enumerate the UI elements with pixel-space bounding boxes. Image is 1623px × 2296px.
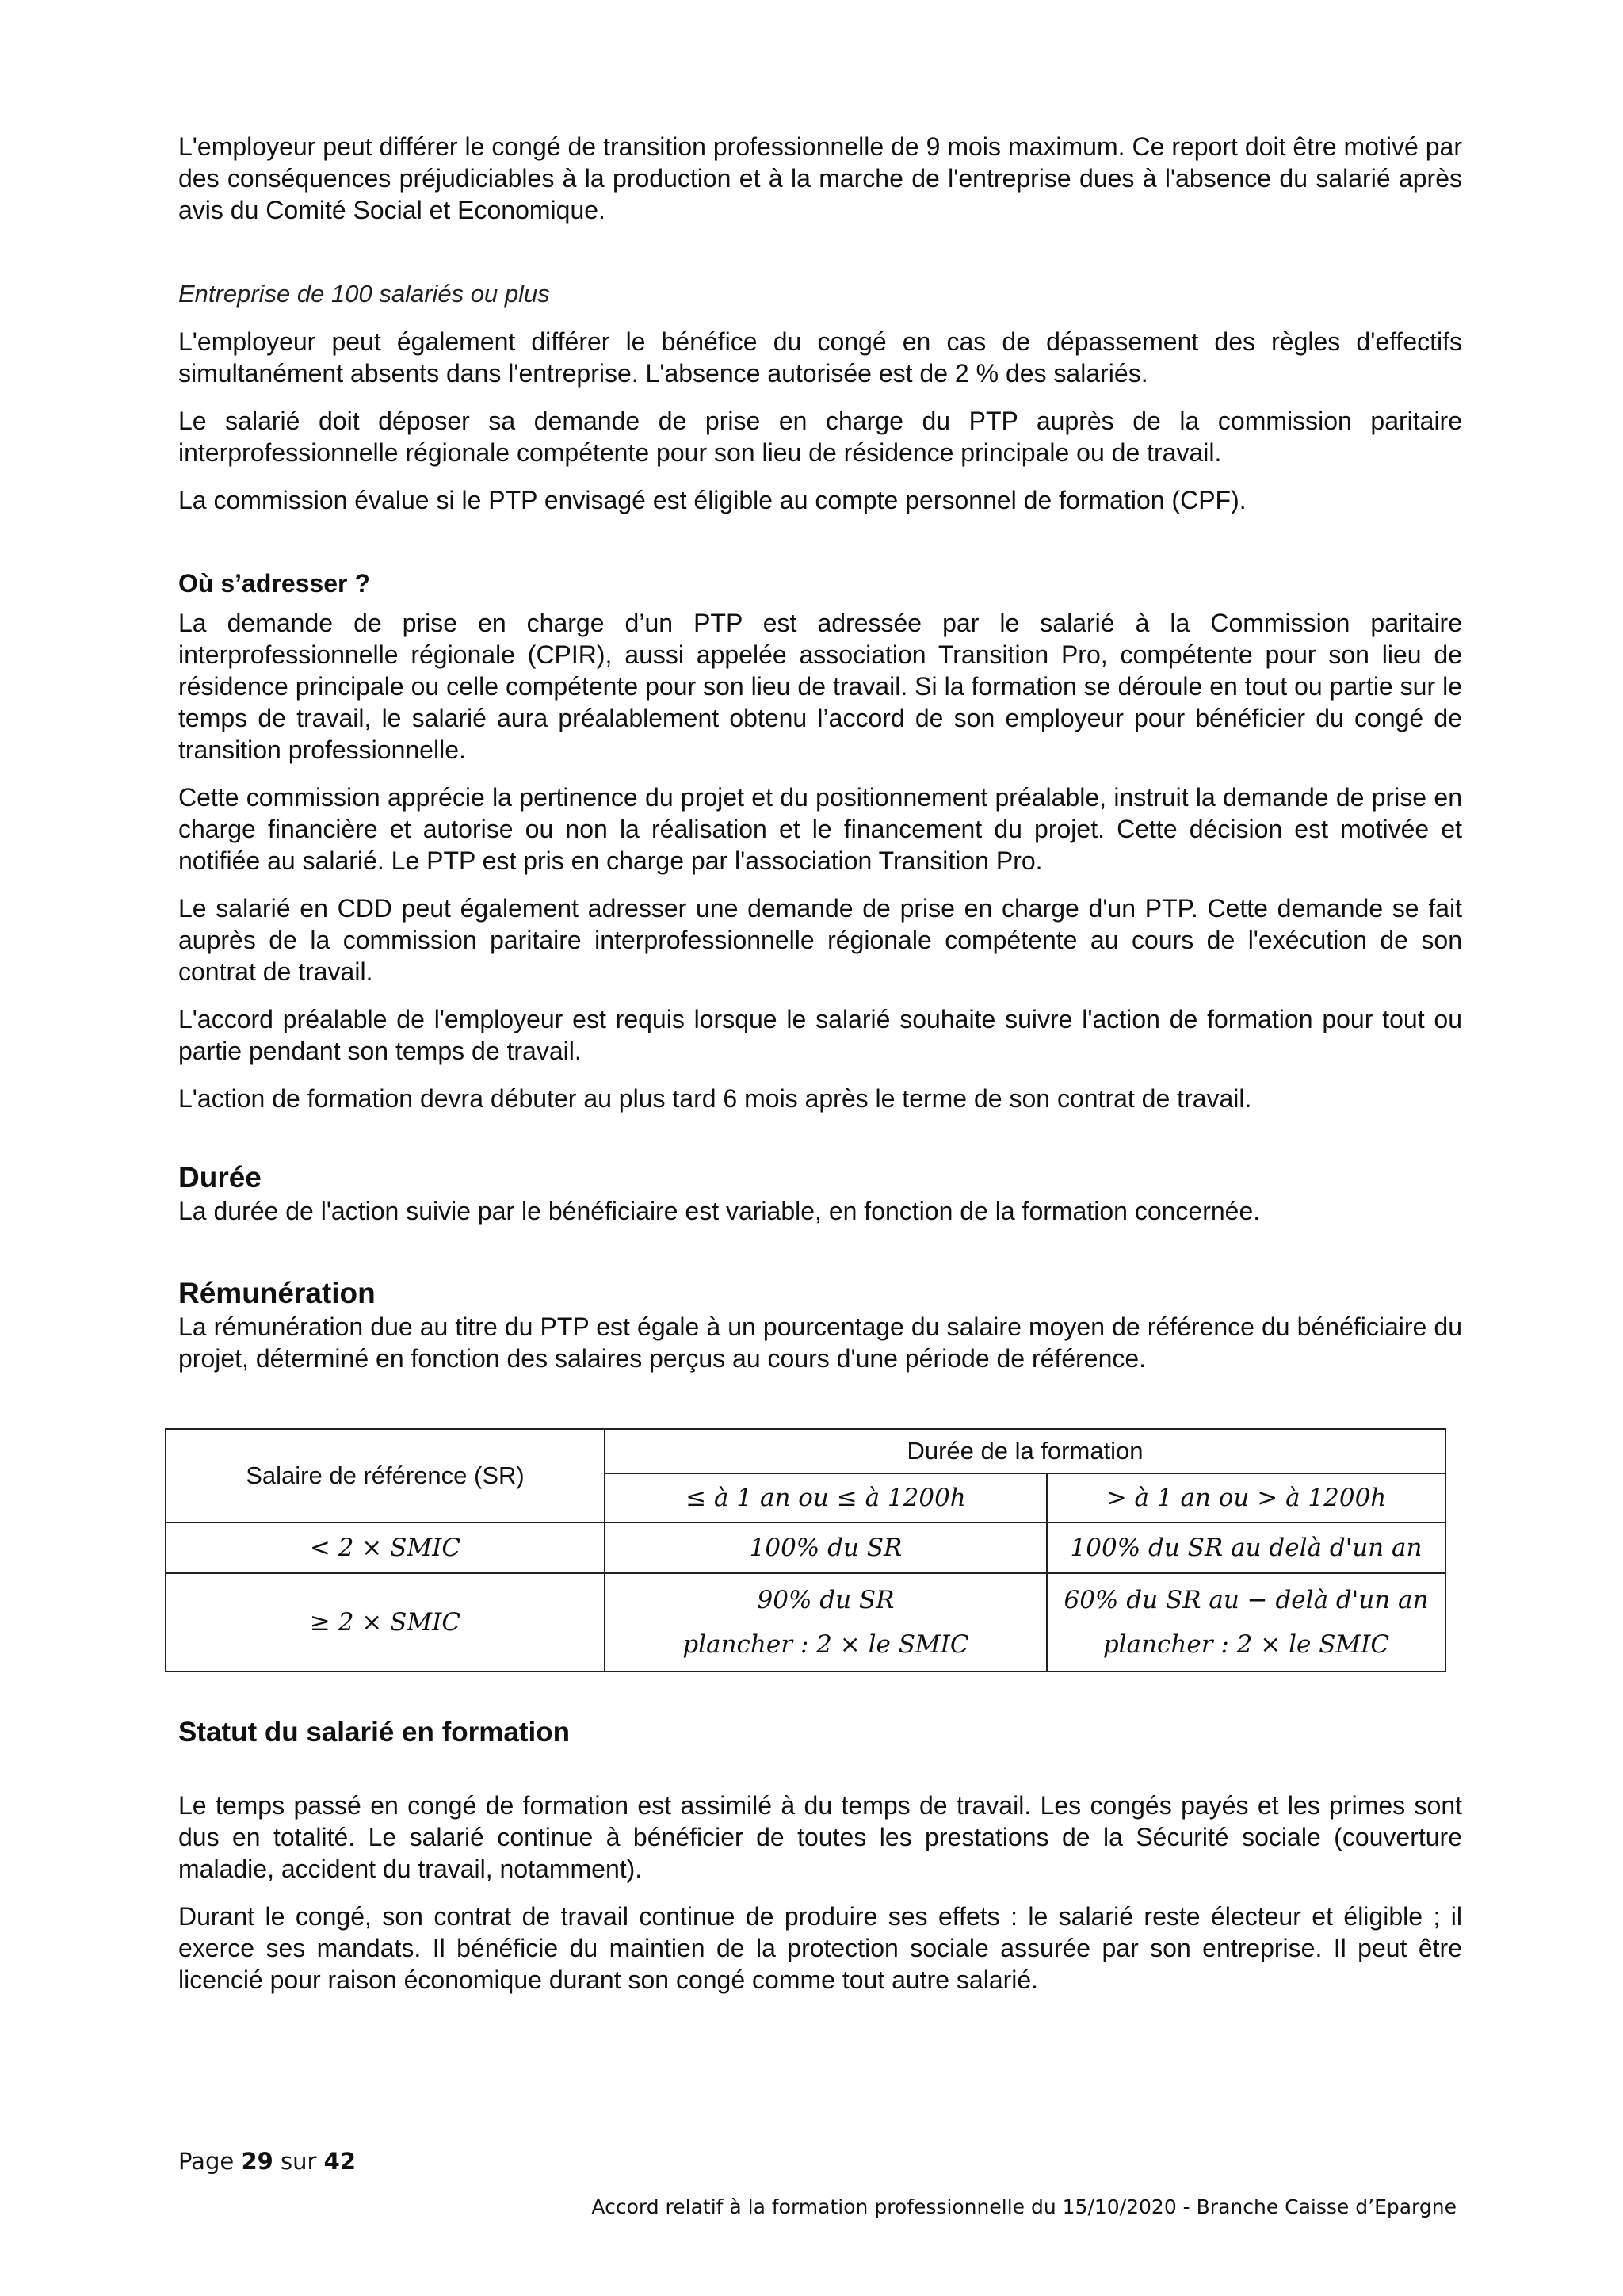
remuneration-table (165, 1428, 1446, 1672)
paragraph-accord-prealable: L'accord préalable de l'employeur est requis lorsque le salarié souhaite suivre l'action de formation pour tout ou partie pendant son temps de travail. (178, 1005, 1462, 1065)
paragraph-commission-apprecie: Cette commission apprécie la pertinence du projet et du positionnement préalable, instruit la demande de prise en charge financière et autorise ou non la réalisation et le financement du projet. Cette décision est motivée et notifiée au salarié. Le PTP est pris en charge par l'association Transition Pro. (178, 783, 1462, 875)
page-content (178, 131, 1462, 1996)
cell-60-line2: plancher : 2 × le SMIC (1102, 1630, 1390, 1659)
paragraph-duree: La durée de l'action suivie par le bénéficiaire est variable, en fonction de la formation concernée. (178, 1197, 1261, 1225)
header-duree-court: ≤ à 1 an ou ≤ à 1200h (605, 1473, 1047, 1522)
heading-ou-s-adresser: Où s’adresser ? (178, 569, 370, 598)
page-current: 29 (241, 2148, 273, 2175)
paragraph-report: L'employeur peut différer le congé de transition professionnelle de 9 mois maximum. Ce report doit être motivé par des conséquences préjudiciables à la production et à la marche de l'entreprise dues à l'absence du salarié après avis du Comité Social et Economique. (178, 132, 1462, 224)
header-duree-long: > à 1 an ou > à 1200h (1047, 1473, 1445, 1522)
heading-remuneration: Rémunération (178, 1277, 376, 1309)
cell-100-du-sr: 100% du SR (605, 1522, 1047, 1573)
paragraph-contrat-effets: Durant le congé, son contrat de travail continue de produire ses effets : le salarié reste électeur et éligible ; il exerce ses mandats. Il bénéficie du maintien de la protection sociale assurée par son entreprise. Il peut être licencié pour raison économique durant son congé comme tout autre salarié. (178, 1902, 1462, 1994)
paragraph-cdd: Le salarié en CDD peut également adresser une demande de prise en charge d'un PTP. Cette demande se fait auprès de la commission paritaire interprofessionnelle régionale compétente au cours de l'exécution de son contrat de travail. (178, 894, 1462, 986)
paragraph-depassement: L'employeur peut également différer le bénéfice du congé en cas de dépassement des règles d'effectifs simultanément absents dans l'entreprise. L'absence autorisée est de 2 % des salariés. (178, 327, 1462, 388)
cell-90-line2: plancher : 2 × le SMIC (682, 1630, 969, 1659)
heading-statut: Statut du salarié en formation (178, 1717, 570, 1748)
header-salaire-reference: Salaire de référence (SR) (166, 1429, 605, 1522)
heading-duree: Durée (178, 1161, 262, 1194)
paragraph-cpir: La demande de prise en charge d’un PTP est adressée par le salarié à la Commission paritaire interprofessionnelle régionale (CPIR), aussi appelée association Transition Pro, compétente pour son lieu de résidence principale ou celle compétente pour son lieu de travail. Si la formation se déroule en tout ou partie sur le temps de travail, le salarié aura préalablement obtenu l’accord de son employeur pour bénéficier du congé de transition professionnelle. (178, 609, 1462, 764)
row-label-sup-2-smic: ≥ 2 × SMIC (166, 1573, 605, 1671)
cell-90-line1: 90% du SR (757, 1586, 895, 1614)
cell-60-line1: 60% du SR au − delà d'un an (1064, 1586, 1429, 1614)
cell-90-du-sr (605, 1573, 1047, 1671)
paragraph-temps-conge: Le temps passé en congé de formation est assimilé à du temps de travail. Les congés payés et les primes sont dus en totalité. Le salarié continue à bénéficier de toutes les prestations de la Sécurité sociale (couverture maladie, accident du travail, notamment). (178, 1791, 1462, 1883)
row-label-inf-2-smic: < 2 × SMIC (166, 1522, 605, 1573)
page-total: 42 (323, 2148, 357, 2175)
paragraph-debut-formation: L'action de formation devra débuter au plus tard 6 mois après le terme de son contrat de travail. (178, 1084, 1252, 1113)
paragraph-remuneration: La rémunération due au titre du PTP est égale à un pourcentage du salaire moyen de référence du bénéficiaire du projet, déterminé en fonction des salaires perçus au cours d'une période de référence. (178, 1312, 1462, 1373)
paragraph-commission-cpf: La commission évalue si le PTP envisagé est éligible au compte personnel de formation (CPF). (178, 486, 1247, 514)
subheading-entreprise-100: Entreprise de 100 salariés ou plus (178, 280, 550, 308)
cell-100-au-dela: 100% du SR au delà d'un an (1047, 1522, 1445, 1573)
header-duree-formation: Durée de la formation (605, 1429, 1445, 1473)
paragraph-demande-ptp: Le salarié doit déposer sa demande de prise en charge du PTP auprès de la commission paritaire interprofessionnelle régionale compétente pour son lieu de résidence principale ou de travail. (178, 407, 1462, 467)
page-number: Page 29 sur 42 (178, 2148, 357, 2175)
footer-accord: Accord relatif à la formation professionnelle du 15/10/2020 - Branche Caisse d’Epargne (591, 2195, 1457, 2218)
cell-60-du-sr (1047, 1573, 1445, 1671)
